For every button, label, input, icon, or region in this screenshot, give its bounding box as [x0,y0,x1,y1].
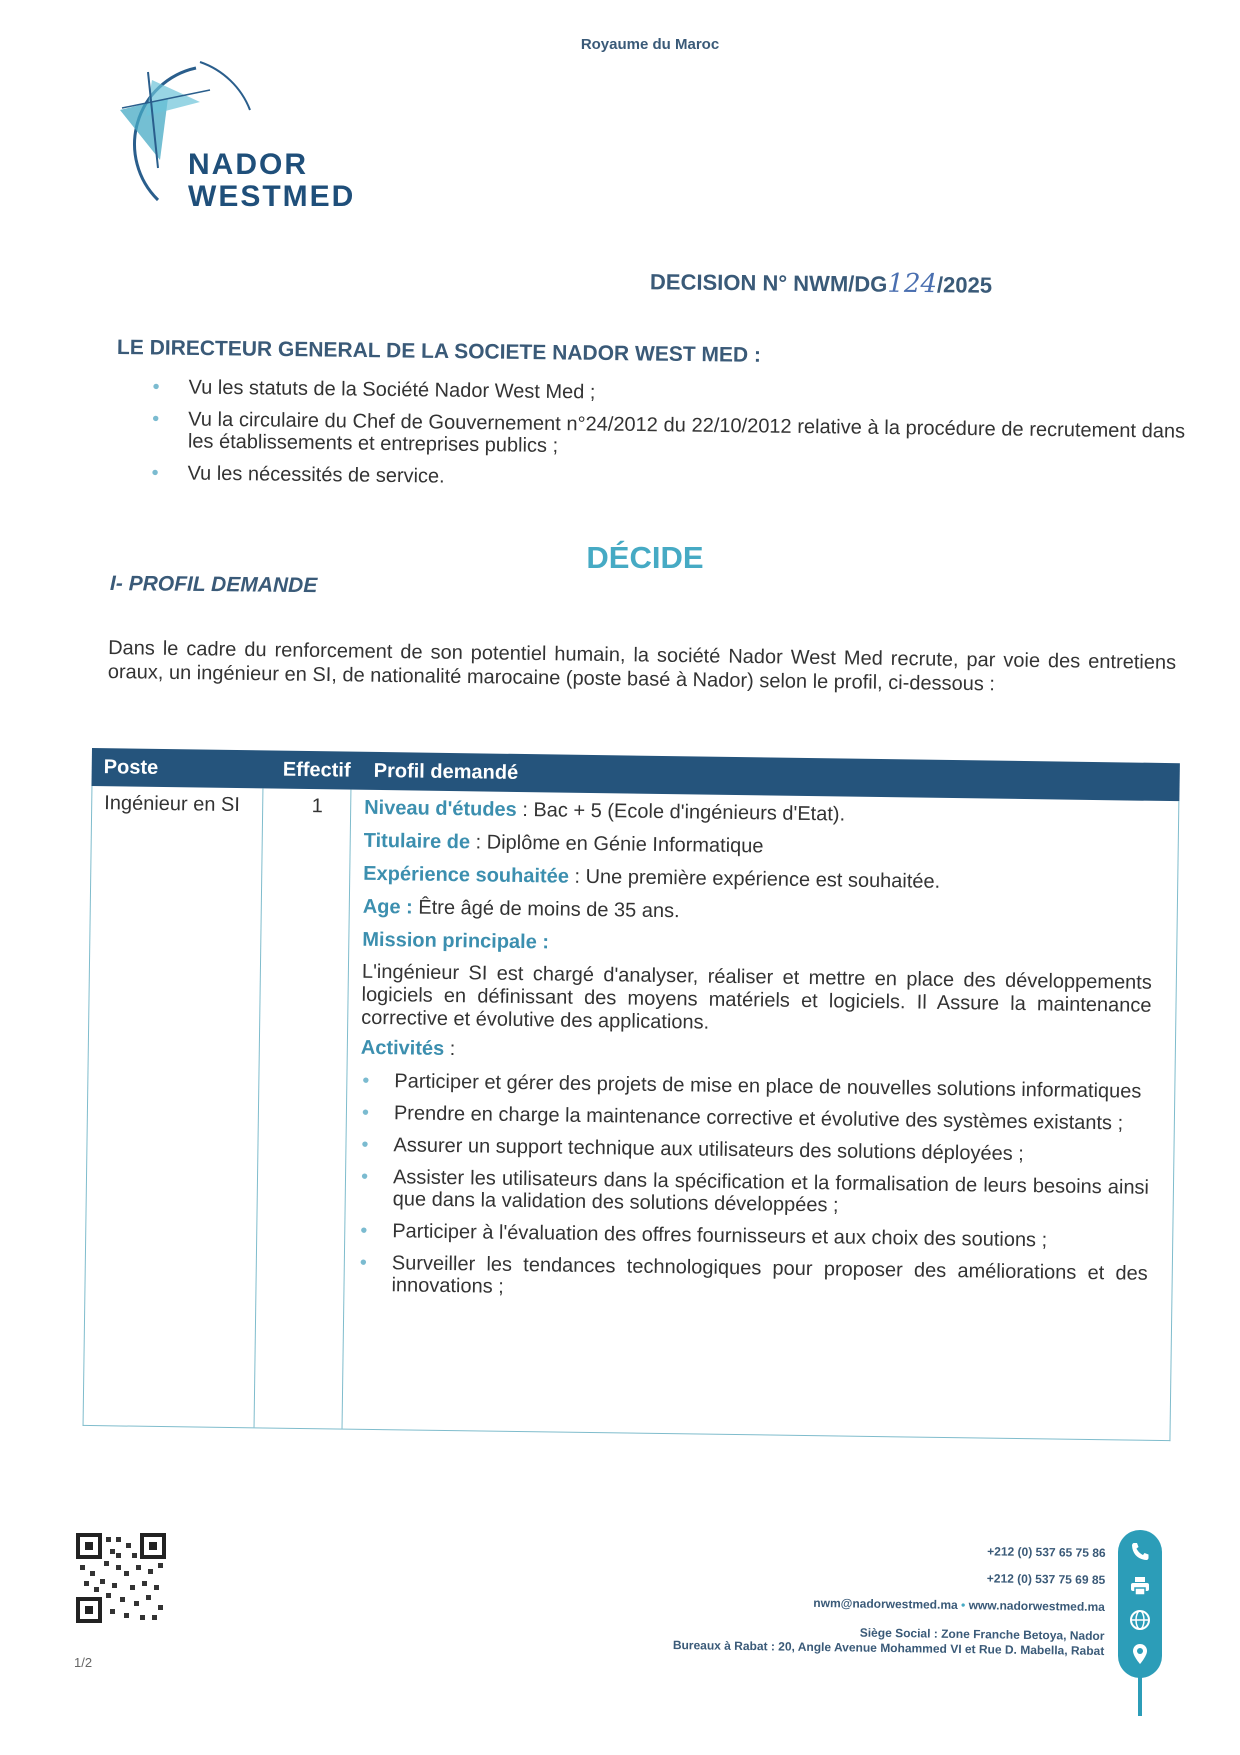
location-pin-icon [1128,1642,1152,1666]
siege-label: Siège Social : [859,1625,938,1641]
niveau-value: : Bac + 5 (Ecole d'ingénieurs d'Etat). [516,798,846,826]
activites-list [357,1070,1150,1307]
activites-label: Activités [360,1036,445,1060]
table-row [83,786,1180,1441]
logo-text-westmed: WESTMED [188,180,356,213]
separator-dot: • [960,1597,966,1613]
consideration-item: • Vu les nécessités de service. [149,462,1184,497]
header-effectif: Effectif [282,758,351,782]
page-number: 1/2 [74,1655,93,1670]
column-divider [342,790,352,1429]
titulaire-label: Titulaire de [363,829,471,854]
niveau-line [364,796,1154,831]
activite-item: • Surveiller les tendances technologiques pour proposer des améliorations et des innovations ; [357,1252,1148,1307]
activite-item: • Prendre en charge la maintenance corrective et évolutive des systèmes existants ; [360,1102,1150,1135]
header-poste: Poste [103,756,159,779]
company-logo [100,50,420,220]
address-block [544,1621,1104,1659]
cell-effectif: 1 [311,795,323,818]
consideration-item: • Vu les statuts de la Société Nador West Med ; [150,376,1185,411]
fax-icon [1128,1574,1152,1598]
mission-line [362,928,1152,963]
header-profil: Profil demandé [373,759,519,784]
profile-table [83,748,1182,1443]
titulaire-line [364,829,1154,864]
siege-address: Zone Franche Betoya, Nador [937,1626,1105,1643]
cell-profil [357,796,1154,1307]
section-title-profil: I- PROFIL DEMANDE [109,572,318,598]
intro-paragraph: Dans le cadre du renforcement de son potentiel humain, la société Nador West Med recrute, par voie des entretiens oraux, un ingénieur en SI, de nationalité marocaine (poste basé à Nador) selon le profil, ci-dessous : [107,637,1177,696]
experience-line [363,862,1153,897]
kingdom-header: Royaume du Maroc [580,36,720,53]
age-line [363,895,1153,930]
bureaux-address: 20, Angle Avenue Mohammed VI et Rue D. Mabella, Rabat [774,1639,1105,1658]
niveau-label: Niveau d'études [364,796,517,821]
globe-icon [1128,1608,1152,1632]
activites-colon: : [444,1037,456,1061]
decide-heading: DÉCIDE [586,540,704,575]
contact-info [544,1532,1106,1659]
decision-prefix: DECISION N° NWM/DG [649,269,888,297]
mission-text: L'ingénieur SI est chargé d'analyser, réaliser et mettre en place des développements logiciels en définissant des moyens matériels et logiciels. Il Assure la maintenance corrective et évolutive des applications. [361,960,1152,1034]
email-address: nwm@nadorwestmed.ma [813,1595,958,1612]
activite-item: • Assurer un support technique aux utilisateurs des solutions déployées ; [359,1134,1149,1167]
column-divider [254,788,264,1427]
logo-text-nador: NADOR [188,148,308,181]
activite-item: • Participer à l'évaluation des offres fournisseurs et aux choix des soutions ; [358,1220,1148,1253]
phone-number: +212 (0) 537 65 75 86 [987,1544,1106,1561]
contact-icon-bar [1118,1530,1162,1678]
decision-year: /2025 [936,272,993,298]
consideration-item: • Vu la circulaire du Chef de Gouvernement n°24/2012 du 22/10/2012 relative à la procédure de recrutement dans les établissements et entreprises publics ; [150,408,1185,465]
mission-label: Mission principale : [362,928,550,954]
qr-code-icon [76,1533,166,1623]
titulaire-value: : Diplôme en Génie Informatique [469,831,764,858]
director-title: LE DIRECTEUR GENERAL DE LA SOCIETE NADOR WEST MED : [116,336,762,367]
website: www.nadorwestmed.ma [968,1598,1105,1614]
contact-bar-tail [1138,1676,1142,1716]
activite-item: • Participer et gérer des projets de mise en place de nouvelles solutions informatiques [360,1070,1150,1103]
fax-number: +212 (0) 537 75 69 85 [986,1571,1106,1588]
considerations-list [149,376,1185,507]
experience-value: : Une première expérience est souhaitée. [568,865,941,893]
decision-number [650,266,992,300]
age-value: Être âgé de moins de 35 ans. [412,896,680,923]
activites-line [361,1036,1151,1071]
age-label: Age : [362,895,413,919]
phone-icon [1128,1540,1152,1564]
decision-handwritten-number: 124 [887,268,938,300]
experience-label: Expérience souhaitée [363,862,570,888]
bureaux-label: Bureaux à Rabat : [672,1637,775,1654]
activite-item: • Assister les utilisateurs dans la spécification et la formalisation de leurs besoins ainsi que dans la validation des solutions développées ; [359,1166,1150,1221]
cell-poste: Ingénieur en SI [104,792,241,817]
